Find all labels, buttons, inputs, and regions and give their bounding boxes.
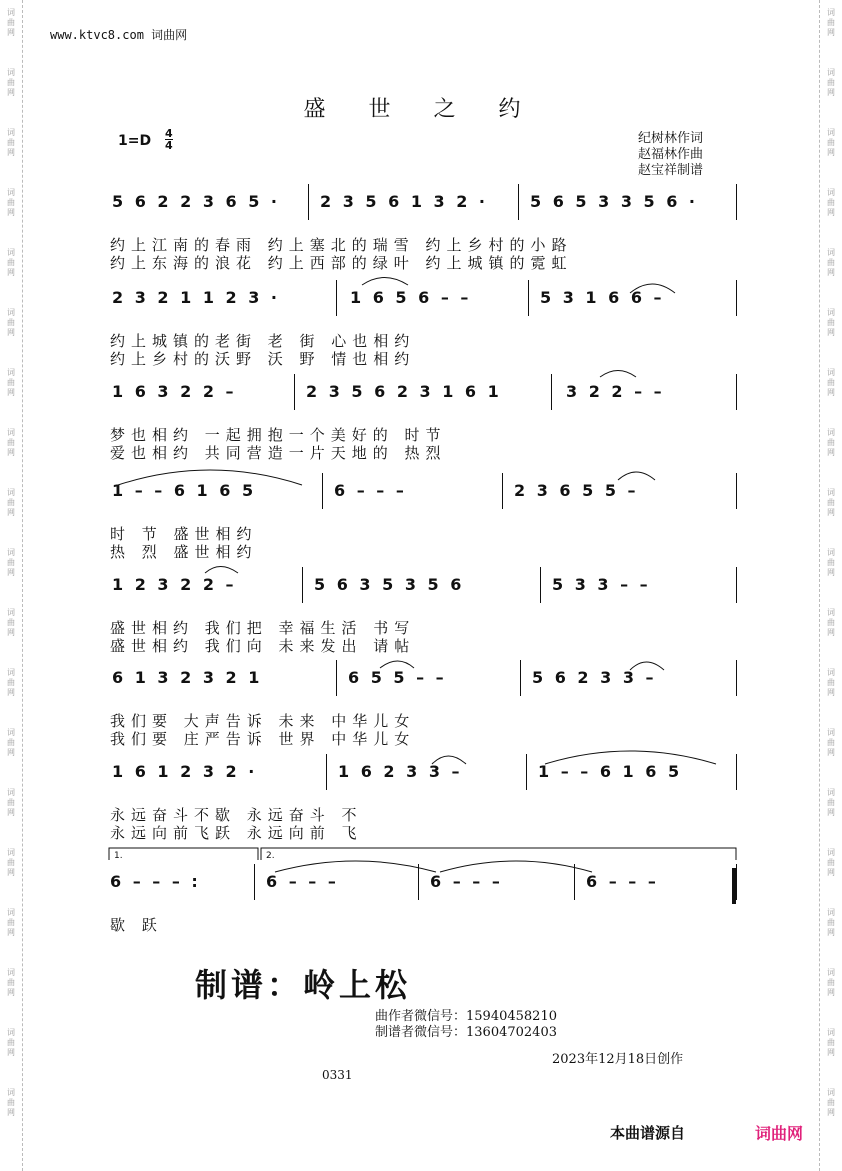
credits <box>638 131 703 179</box>
measure-notes: 1 – – 6 1 6 5 <box>538 762 683 781</box>
arranger-wechat: 制谱者微信号：13604702403 <box>375 1025 557 1040</box>
watermark-mark: 词 曲 网 <box>827 308 835 337</box>
barline <box>736 567 737 603</box>
measure-notes: 5 6 2 3 3 – <box>532 668 657 687</box>
meter-bottom: 4 <box>165 139 173 152</box>
barline <box>736 864 737 900</box>
measure-notes: 5 6 2 2 3 6 5 · <box>112 192 280 211</box>
watermark-mark: 词 曲 网 <box>7 368 15 397</box>
measure-notes: 2 3 5 6 2 3 1 6 1 <box>306 382 502 401</box>
lyric-verse-1: 歇 跃 <box>110 916 163 934</box>
watermark-mark: 词 曲 网 <box>7 1088 15 1117</box>
watermark-mark: 词 曲 网 <box>7 968 15 997</box>
measure-notes: 6 5 5 – – <box>348 668 447 687</box>
key-signature: 1=D <box>118 133 152 149</box>
measure-notes: 1 6 2 3 3 – <box>338 762 463 781</box>
measure-notes: 1 – – 6 1 6 5 <box>112 481 257 500</box>
lyricist-credit: 纪树林作词 <box>638 131 704 146</box>
creation-date: 2023年12月18日创作 <box>552 1052 684 1067</box>
measure-notes: 2 3 5 6 1 3 2 · <box>320 192 488 211</box>
barline <box>520 660 521 696</box>
measure-notes: 1 2 3 2 2 – <box>112 575 237 594</box>
lyric-verse-1: 我们要 大声告诉 未来 中华儿女 <box>110 712 416 730</box>
watermark-mark: 词 曲 网 <box>7 848 15 877</box>
barline <box>518 184 519 220</box>
barline <box>308 184 309 220</box>
measure-notes: 2 3 2 1 1 2 3 · <box>112 288 280 307</box>
score-code: 0331 <box>322 1068 353 1082</box>
measure-notes: 5 3 1 6 6 – <box>540 288 665 307</box>
lyric-verse-1: 盛世相约 我们把 幸福生活 书写 <box>110 619 416 637</box>
measure-notes: 6 – – – <box>430 872 503 891</box>
source-label: 本曲谱源自 <box>610 1124 686 1142</box>
watermark-mark: 词 曲 网 <box>827 788 835 817</box>
lyric-verse-2: 约上乡村的沃野 沃 野 情也相约 <box>110 350 416 368</box>
barline <box>302 567 303 603</box>
watermark-mark: 词 曲 网 <box>827 128 835 157</box>
barline <box>736 754 737 790</box>
watermark-mark: 词 曲 网 <box>827 848 835 877</box>
watermark-column-right <box>819 0 842 1171</box>
watermark-mark: 词 曲 网 <box>827 728 835 757</box>
barline <box>418 864 419 900</box>
time-signature <box>165 128 173 151</box>
watermark-mark: 词 曲 网 <box>827 368 835 397</box>
watermark-mark: 词 曲 网 <box>7 68 15 97</box>
measure-notes: 6 – – – : <box>110 872 201 891</box>
barline <box>574 864 575 900</box>
watermark-mark: 词 曲 网 <box>7 728 15 757</box>
watermark-mark: 词 曲 网 <box>827 1028 835 1057</box>
barline <box>254 864 255 900</box>
watermark-mark: 词 曲 网 <box>827 1088 835 1117</box>
meter-top: 4 <box>165 127 173 140</box>
watermark-mark: 词 曲 网 <box>827 488 835 517</box>
barline <box>326 754 327 790</box>
lyric-verse-1: 约上江南的春雨 约上塞北的瑞雪 约上乡村的小路 <box>110 236 573 254</box>
lyric-verse-1: 约上城镇的老街 老 街 心也相约 <box>110 332 416 350</box>
watermark-mark: 词 曲 网 <box>827 188 835 217</box>
watermark-mark: 词 曲 网 <box>7 668 15 697</box>
watermark-mark: 词 曲 网 <box>827 608 835 637</box>
watermark-mark: 词 曲 网 <box>827 248 835 277</box>
watermark-mark: 词 曲 网 <box>7 908 15 937</box>
measure-notes: 1 6 5 6 – – <box>350 288 472 307</box>
barline <box>736 660 737 696</box>
barline <box>736 374 737 410</box>
watermark-mark: 词 曲 网 <box>827 428 835 457</box>
lyric-verse-2: 约上东海的浪花 约上西部的绿叶 约上城镇的霓虹 <box>110 254 573 272</box>
barline <box>526 754 527 790</box>
watermark-mark: 词 曲 网 <box>7 128 15 157</box>
volta-first: 1. <box>114 851 123 861</box>
watermark-mark: 词 曲 网 <box>7 488 15 517</box>
measure-notes: 1 6 1 2 3 2 · <box>112 762 258 781</box>
watermark-mark: 词 曲 网 <box>7 8 15 37</box>
arranger-signature: 制谱：岭上松 <box>195 966 412 1004</box>
barline <box>736 184 737 220</box>
composer-credit: 赵福林作曲 <box>638 147 704 162</box>
barline <box>551 374 552 410</box>
lyric-verse-2: 热 烈 盛世相约 <box>110 543 258 561</box>
song-title: 盛 世 之 约 <box>303 97 539 122</box>
measure-notes: 3 2 2 – – <box>566 382 665 401</box>
measure-notes: 5 6 3 5 3 5 6 <box>314 575 465 594</box>
barline <box>528 280 529 316</box>
watermark-mark: 词 曲 网 <box>7 788 15 817</box>
measure-notes: 2 3 6 5 5 – <box>514 481 639 500</box>
barline <box>736 280 737 316</box>
lyric-verse-2: 盛世相约 我们向 未来发出 请帖 <box>110 637 416 655</box>
watermark-mark: 词 曲 网 <box>7 548 15 577</box>
watermark-mark: 词 曲 网 <box>7 1028 15 1057</box>
volta-second: 2. <box>266 851 275 861</box>
lyric-verse-1: 永远奋斗不歇 永远奋斗 不 <box>110 806 363 824</box>
watermark-mark: 词 曲 网 <box>7 248 15 277</box>
lyric-verse-1: 时 节 盛世相约 <box>110 525 258 543</box>
lyric-verse-1: 梦也相约 一起拥抱一个美好的 时节 <box>110 426 447 444</box>
watermark-mark: 词 曲 网 <box>7 428 15 457</box>
measure-notes: 6 – – – <box>334 481 407 500</box>
lyric-verse-2: 爱也相约 共同营造一片天地的 热烈 <box>110 444 447 462</box>
barline <box>736 473 737 509</box>
watermark-mark: 词 曲 网 <box>827 908 835 937</box>
measure-notes: 1 6 3 2 2 – <box>112 382 237 401</box>
lyric-verse-2: 永远向前飞跃 永远向前 飞 <box>110 824 363 842</box>
barline <box>294 374 295 410</box>
measure-notes: 6 – – – <box>266 872 339 891</box>
watermark-mark: 词 曲 网 <box>827 968 835 997</box>
barline <box>540 567 541 603</box>
watermark-mark: 词 曲 网 <box>827 668 835 697</box>
arranger-credit: 赵宝祥制谱 <box>638 163 704 178</box>
barline <box>336 280 337 316</box>
measure-notes: 6 – – – <box>586 872 659 891</box>
watermark-mark: 词 曲 网 <box>827 548 835 577</box>
watermark-mark: 词 曲 网 <box>7 608 15 637</box>
barline <box>322 473 323 509</box>
source-logo[interactable]: 词曲网 <box>755 1124 804 1143</box>
watermark-mark: 词 曲 网 <box>827 68 835 97</box>
watermark-column-left <box>0 0 23 1171</box>
watermark-mark: 词 曲 网 <box>7 308 15 337</box>
barline <box>502 473 503 509</box>
measure-notes: 5 3 3 – – <box>552 575 651 594</box>
watermark-mark: 词 曲 网 <box>7 188 15 217</box>
measure-notes: 6 1 3 2 3 2 1 <box>112 668 263 687</box>
measure-notes: 5 6 5 3 3 5 6 · <box>530 192 698 211</box>
lyric-verse-2: 我们要 庄严告诉 世界 中华儿女 <box>110 730 416 748</box>
watermark-mark: 词 曲 网 <box>827 8 835 37</box>
site-url[interactable]: www.ktvc8.com 词曲网 <box>50 28 188 42</box>
composer-wechat: 曲作者微信号：15940458210 <box>375 1009 557 1024</box>
barline <box>336 660 337 696</box>
